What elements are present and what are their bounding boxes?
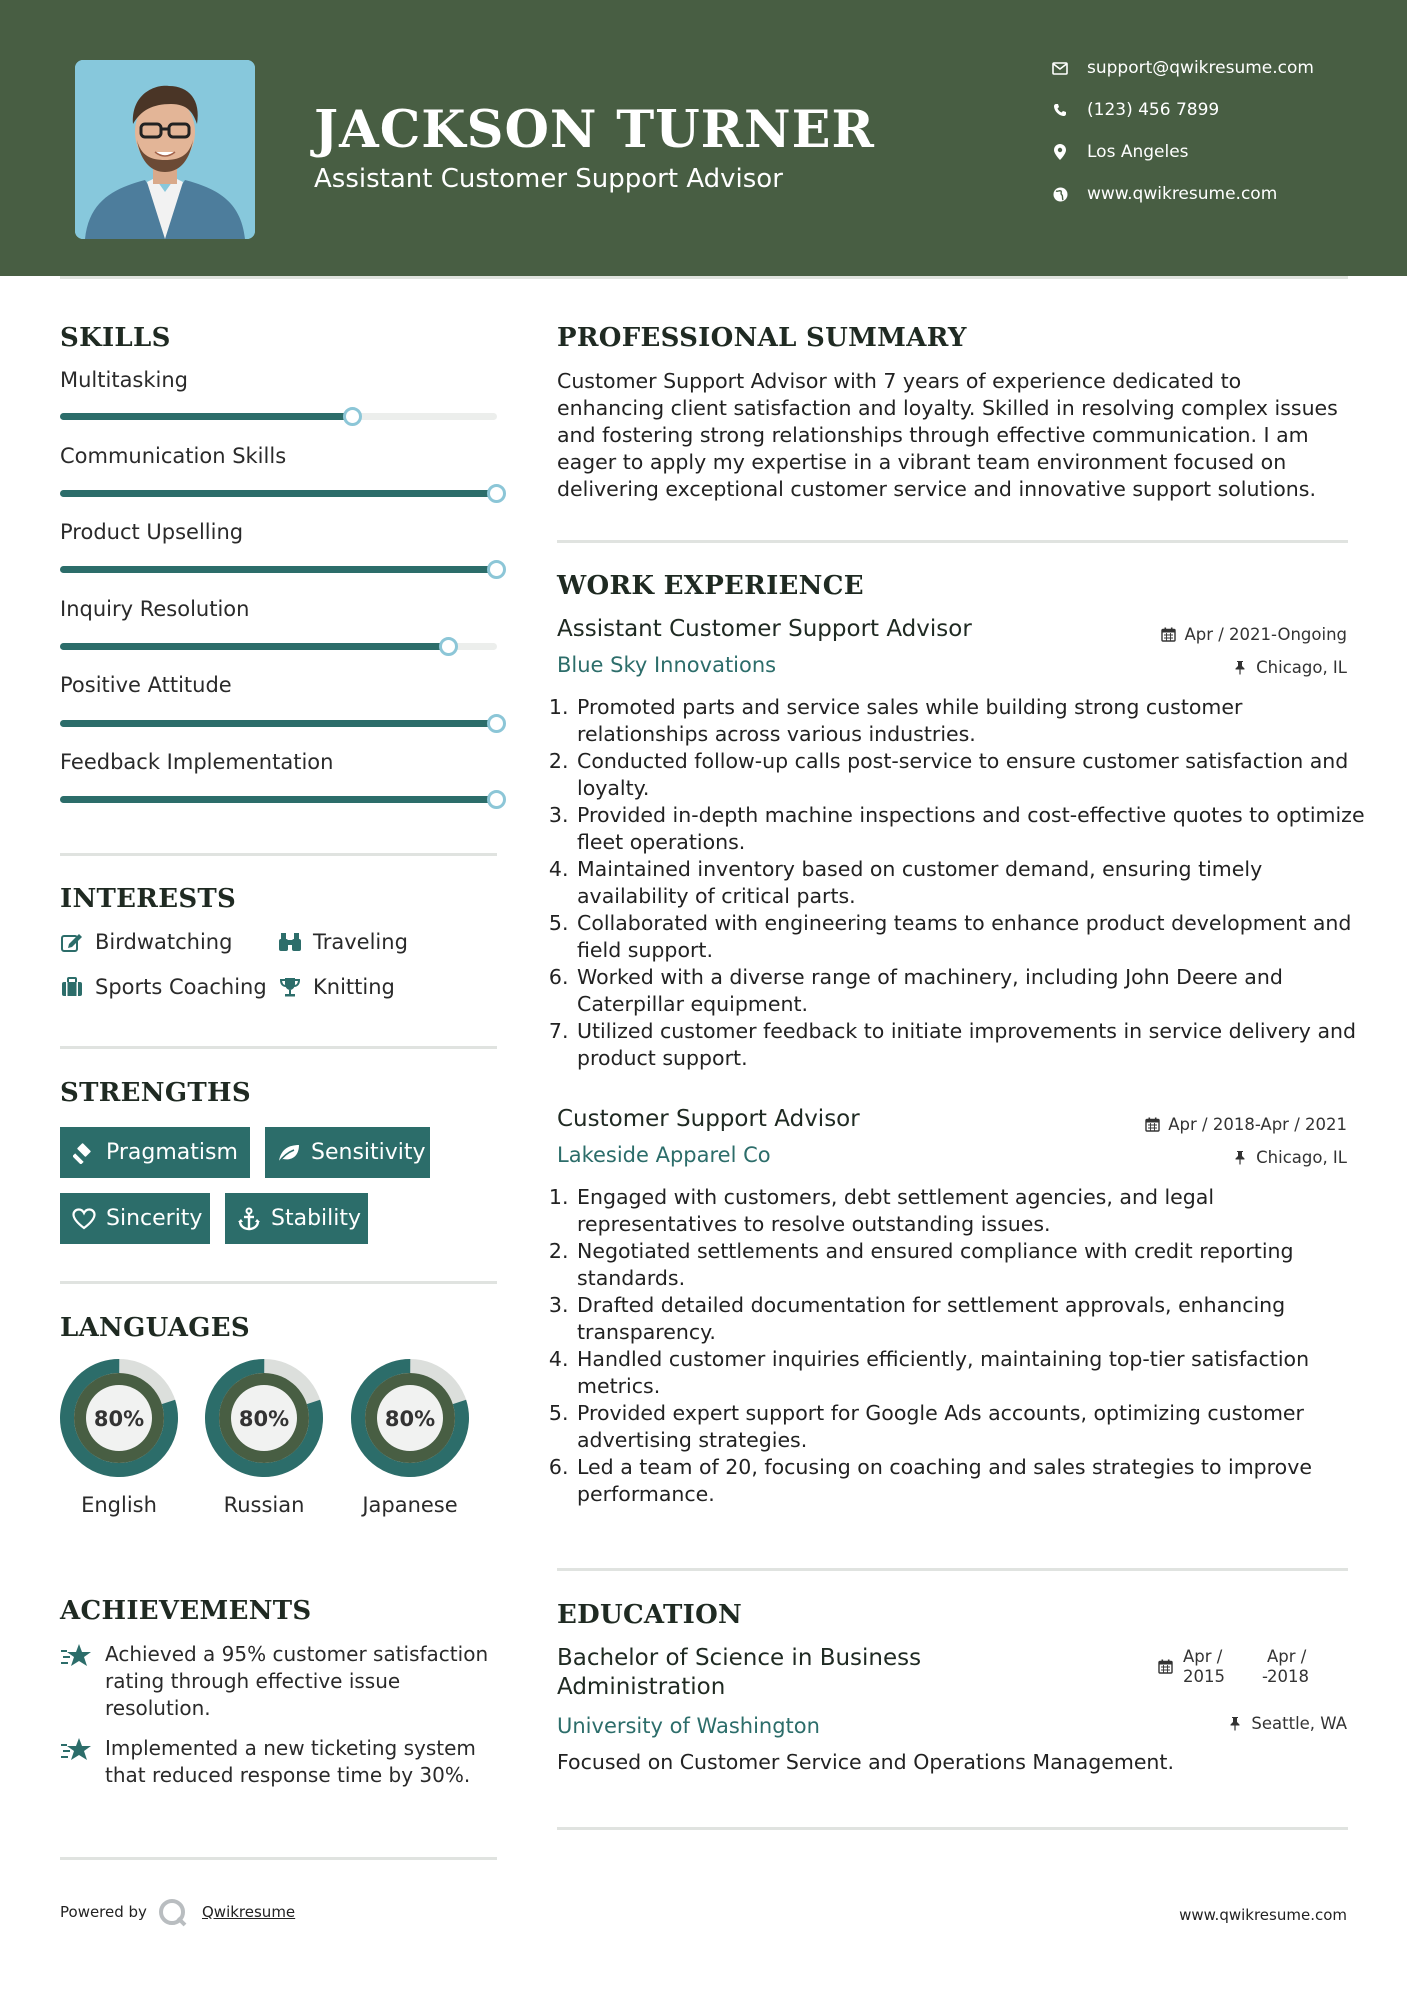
edit-icon bbox=[60, 930, 84, 954]
brand-link[interactable]: Qwikresume bbox=[202, 1903, 296, 1921]
leaf-icon bbox=[277, 1141, 301, 1165]
job-location bbox=[1232, 1148, 1347, 1167]
anchor-icon bbox=[237, 1207, 261, 1231]
achievement-item bbox=[60, 1641, 500, 1722]
education-dates bbox=[1158, 1647, 1348, 1687]
education-heading: EDUCATION bbox=[557, 1600, 743, 1630]
edu-end-year: 2018 bbox=[1267, 1667, 1309, 1686]
job-bullet: 6. Worked with a diverse range of machinery, including John Deere and Caterpillar equipment. bbox=[575, 964, 1365, 1018]
calendar-icon bbox=[1144, 1117, 1160, 1133]
interest-item bbox=[60, 930, 232, 954]
contact-location bbox=[1050, 142, 1350, 162]
education-location-text: Seattle, WA bbox=[1251, 1714, 1347, 1733]
strength-label: Stability bbox=[271, 1206, 362, 1231]
achievement-item bbox=[60, 1735, 500, 1789]
job-dates bbox=[1160, 625, 1347, 644]
job-location-text: Chicago, IL bbox=[1256, 658, 1347, 677]
globe-icon bbox=[1050, 187, 1070, 202]
job-bullet: 5. Collaborated with engineering teams to enhance product development and field support. bbox=[575, 910, 1365, 964]
skill-knob bbox=[487, 484, 506, 503]
job-dates-text: Apr / 2021-Ongoing bbox=[1184, 625, 1347, 644]
powered-by-label: Powered by bbox=[60, 1903, 147, 1921]
contact-location-text: Los Angeles bbox=[1087, 142, 1189, 162]
language-percent: 80% bbox=[384, 1407, 436, 1431]
skill-bar bbox=[60, 643, 497, 650]
job-bullet: 4. Handled customer inquiries efficiently, maintaining top-tier satisfaction metrics. bbox=[575, 1346, 1365, 1400]
calendar-icon bbox=[1160, 627, 1176, 643]
briefcase-icon bbox=[60, 975, 84, 999]
strength-label: Sincerity bbox=[106, 1206, 203, 1231]
skill-knob bbox=[487, 560, 506, 579]
skill-knob bbox=[487, 790, 506, 809]
job-title: Assistant Customer Support Advisor bbox=[557, 616, 972, 642]
skill-bar bbox=[60, 796, 497, 803]
job-title: Customer Support Advisor bbox=[557, 1106, 860, 1132]
experience-heading: WORK EXPERIENCE bbox=[557, 571, 864, 601]
language-name: Japanese bbox=[362, 1493, 458, 1517]
interest-item bbox=[278, 975, 395, 999]
interest-label: Sports Coaching bbox=[95, 975, 267, 999]
skill-bar bbox=[60, 720, 497, 727]
skill-bar bbox=[60, 566, 497, 573]
job-bullet: 1. Engaged with customers, debt settlement agencies, and legal representatives to resolve outstanding issues. bbox=[575, 1184, 1365, 1238]
skill-knob bbox=[487, 714, 506, 733]
achievement-text: Implemented a new ticketing system that reduced response time by 30%. bbox=[105, 1736, 476, 1787]
skill-label: Communication Skills bbox=[60, 444, 287, 468]
interest-item bbox=[278, 930, 408, 954]
degree-line: Administration bbox=[557, 1674, 726, 1700]
calendar-icon bbox=[1158, 1659, 1173, 1678]
section-divider bbox=[557, 540, 1348, 543]
strength-label: Pragmatism bbox=[106, 1140, 238, 1165]
section-divider bbox=[557, 1827, 1348, 1830]
degree-line: Bachelor of Science in Business bbox=[557, 1645, 922, 1671]
strengths-heading: STRENGTHS bbox=[60, 1078, 251, 1108]
education-location bbox=[1227, 1714, 1347, 1733]
contact-phone[interactable] bbox=[1050, 100, 1350, 120]
profile-photo bbox=[75, 60, 255, 239]
trophy-icon bbox=[278, 975, 302, 999]
job-location bbox=[1232, 658, 1347, 677]
pushpin-icon bbox=[1232, 1150, 1248, 1166]
pushpin-icon bbox=[1232, 660, 1248, 676]
strength-tag bbox=[60, 1193, 210, 1244]
header-divider bbox=[60, 276, 1348, 279]
gavel-icon bbox=[72, 1141, 96, 1165]
language-ring bbox=[203, 1357, 325, 1479]
contact-website-text: www.qwikresume.com bbox=[1087, 184, 1278, 204]
skill-label: Positive Attitude bbox=[60, 673, 232, 697]
job-dates-text: Apr / 2018-Apr / 2021 bbox=[1168, 1115, 1347, 1134]
binoculars-icon bbox=[278, 930, 302, 954]
section-divider bbox=[557, 1568, 1348, 1571]
candidate-name: JACKSON TURNER bbox=[314, 100, 875, 160]
company-name: Lakeside Apparel Co bbox=[557, 1143, 771, 1167]
pushpin-icon bbox=[1227, 1716, 1243, 1732]
skill-knob bbox=[439, 637, 458, 656]
candidate-title: Assistant Customer Support Advisor bbox=[314, 164, 783, 194]
skill-knob bbox=[343, 407, 362, 426]
envelope-icon bbox=[1050, 62, 1070, 75]
language-name: Russian bbox=[223, 1493, 305, 1517]
company-name: Blue Sky Innovations bbox=[557, 653, 777, 677]
heart-icon bbox=[72, 1207, 96, 1231]
contact-email-text: support@qwikresume.com bbox=[1087, 58, 1314, 78]
job-bullet: 4. Maintained inventory based on customer demand, ensuring timely availability of critical parts. bbox=[575, 856, 1365, 910]
edu-end-month: Apr / bbox=[1267, 1647, 1307, 1666]
section-divider bbox=[60, 1857, 497, 1860]
contact-phone-text: (123) 456 7899 bbox=[1087, 100, 1220, 120]
strength-tag bbox=[265, 1127, 430, 1178]
summary-heading: PROFESSIONAL SUMMARY bbox=[557, 323, 967, 353]
languages-heading: LANGUAGES bbox=[60, 1313, 250, 1343]
map-pin-icon bbox=[1050, 144, 1070, 160]
skill-bar bbox=[60, 490, 497, 497]
job-bullet: 3. Provided in-depth machine inspections and cost-effective quotes to optimize fleet operations. bbox=[575, 802, 1365, 856]
interest-label: Knitting bbox=[313, 975, 395, 999]
job-bullet: 2. Negotiated settlements and ensured compliance with credit reporting standards. bbox=[575, 1238, 1365, 1292]
footer-website-link[interactable]: www.qwikresume.com bbox=[1179, 1906, 1347, 1924]
edu-date-separator: - bbox=[1262, 1667, 1268, 1686]
language-ring bbox=[349, 1357, 471, 1479]
skill-label: Inquiry Resolution bbox=[60, 597, 250, 621]
school-name: University of Washington bbox=[557, 1714, 820, 1738]
education-description: Focused on Customer Service and Operations Management. bbox=[557, 1750, 1174, 1774]
summary-text: Customer Support Advisor with 7 years of experience dedicated to enhancing client satisfaction and loyalty. Skilled in resolving complex issues and fostering strong relationships through effective communication. I am eager to apply my expertise in a vibrant team environment focused on delivering exceptional customer service and innovative support solutions. bbox=[557, 369, 1338, 501]
contact-email[interactable] bbox=[1050, 58, 1350, 78]
job-bullet: 1. Promoted parts and service sales while building strong customer relationships across various industries. bbox=[575, 694, 1365, 748]
language-ring bbox=[58, 1357, 180, 1479]
strength-tag bbox=[225, 1193, 368, 1244]
contact-website[interactable] bbox=[1050, 184, 1350, 204]
achievement-text: Achieved a 95% customer satisfaction rating through effective issue resolution. bbox=[105, 1642, 489, 1720]
skill-label: Product Upselling bbox=[60, 520, 244, 544]
job-bullet: 5. Provided expert support for Google Ads accounts, optimizing customer advertising strategies. bbox=[575, 1400, 1365, 1454]
achievements-heading: ACHIEVEMENTS bbox=[60, 1596, 312, 1626]
job-bullets bbox=[557, 694, 1365, 1072]
job-bullet: 6. Led a team of 20, focusing on coaching and sales strategies to improve performance. bbox=[575, 1454, 1365, 1508]
section-divider bbox=[60, 1046, 497, 1049]
edu-start-month: Apr / bbox=[1183, 1647, 1223, 1666]
language-percent: 80% bbox=[93, 1407, 145, 1431]
resume-header bbox=[0, 0, 1407, 276]
qwikresume-logo-icon bbox=[158, 1898, 188, 1928]
job-bullet: 7. Utilized customer feedback to initiate improvements in service delivery and product support. bbox=[575, 1018, 1365, 1072]
star-badge-icon bbox=[60, 1735, 92, 1767]
job-bullet: 2. Conducted follow-up calls post-service to ensure customer satisfaction and loyalty. bbox=[575, 748, 1365, 802]
interest-item bbox=[60, 975, 267, 999]
skill-bar bbox=[60, 413, 497, 420]
interest-label: Traveling bbox=[313, 930, 408, 954]
language-percent: 80% bbox=[238, 1407, 290, 1431]
strength-tag bbox=[60, 1127, 250, 1178]
skills-heading: SKILLS bbox=[60, 323, 171, 353]
star-badge-icon bbox=[60, 1641, 92, 1673]
section-divider bbox=[60, 853, 497, 856]
interest-label: Birdwatching bbox=[95, 930, 233, 954]
job-bullets bbox=[557, 1184, 1365, 1508]
phone-icon bbox=[1050, 103, 1070, 117]
job-location-text: Chicago, IL bbox=[1256, 1148, 1347, 1167]
interests-heading: INTERESTS bbox=[60, 884, 237, 914]
language-name: English bbox=[81, 1493, 157, 1517]
strength-label: Sensitivity bbox=[311, 1140, 426, 1165]
section-divider bbox=[60, 1281, 497, 1284]
edu-start-year: 2015 bbox=[1183, 1667, 1225, 1686]
skill-label: Feedback Implementation bbox=[60, 750, 334, 774]
skill-label: Multitasking bbox=[60, 368, 189, 392]
job-bullet: 3. Drafted detailed documentation for settlement approvals, enhancing transparency. bbox=[575, 1292, 1365, 1346]
job-dates bbox=[1144, 1115, 1347, 1134]
